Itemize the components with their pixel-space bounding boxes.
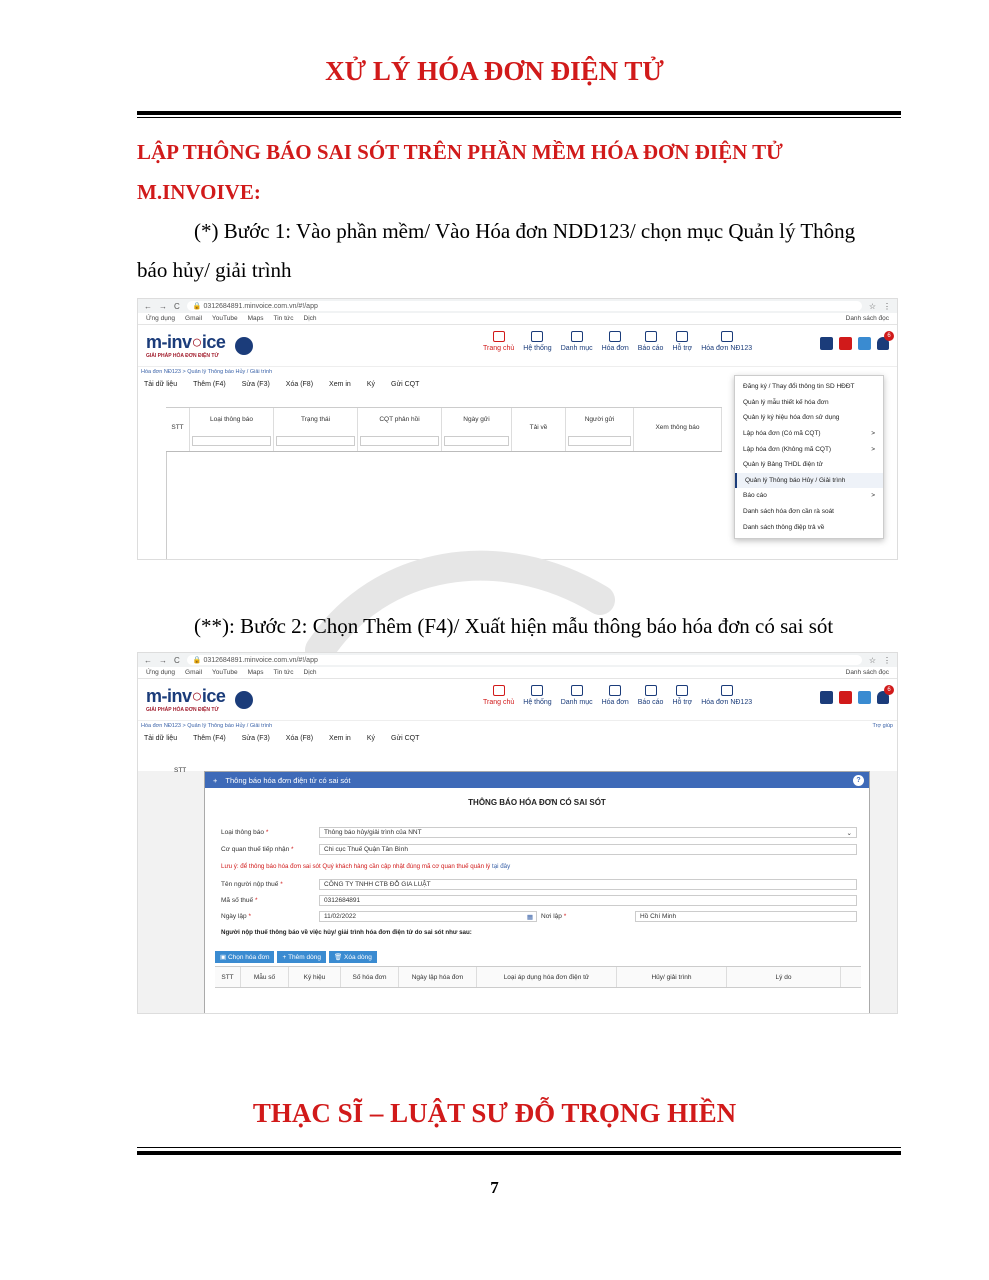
- minvoice-logo[interactable]: m-inv○ice GIẢI PHÁP HÓA ĐƠN ĐIỆN TỬ: [146, 332, 226, 359]
- send-cqt-button[interactable]: Gửi CQT: [391, 380, 420, 388]
- notification-badge: 6: [884, 331, 894, 341]
- chevron-right-icon: >: [871, 430, 875, 438]
- menu-dots-icon[interactable]: ⋮: [883, 655, 891, 665]
- modal-title: Thông báo hóa đơn điện tử có sai sót: [225, 775, 351, 785]
- nav-home[interactable]: Trang chủ: [483, 331, 514, 352]
- tax-office-note: Lưu ý: để thông báo hóa đơn sai sót Quý khách hàng cần cập nhật đúng mã cơ quan thuế quản lý tại đây: [221, 863, 511, 870]
- lock-icon: 🔒: [192, 657, 204, 664]
- chevron-right-icon: >: [871, 445, 875, 453]
- invoice-lines-header: [215, 966, 861, 988]
- add-button[interactable]: Thêm (F4): [193, 734, 226, 742]
- home-icon: [493, 331, 505, 342]
- row-tax-office: [221, 844, 857, 855]
- here-link[interactable]: tại đây: [491, 863, 511, 870]
- reload-data-button[interactable]: Tải dữ liệu: [144, 734, 178, 742]
- tax-office-label: Cơ quan thuế tiếp nhận *: [221, 846, 294, 853]
- trash-icon: 🗑: [333, 954, 345, 961]
- col-response: CQT phản hồi: [358, 408, 442, 451]
- nav-support[interactable]: Hỗ trợ: [672, 331, 692, 352]
- app-header: [138, 325, 897, 367]
- col-view: Xem thông báo: [634, 408, 722, 451]
- add-line-button[interactable]: + Thêm dòng: [277, 951, 326, 963]
- brand-right: ice: [201, 332, 226, 352]
- select-invoice-button[interactable]: ▣ Chọn hóa đơn: [215, 951, 274, 963]
- row-taxpayer-name: [221, 879, 857, 890]
- col-cancel-explain: Hủy/ giải trình: [617, 967, 727, 987]
- edit-button[interactable]: Sửa (F3): [241, 380, 270, 388]
- support-icon: [676, 685, 688, 696]
- address-bar[interactable]: [187, 301, 862, 311]
- document-header-title: XỬ LÝ HÓA ĐƠN ĐIỆN TỬ: [325, 56, 664, 86]
- bookmarks-bar: [138, 313, 897, 325]
- zalo-icon[interactable]: [858, 337, 871, 350]
- col-invoice-date: Ngày lập hóa đơn: [399, 967, 477, 987]
- bookmark-item[interactable]: Dịch: [303, 669, 317, 676]
- plus-icon: +: [213, 775, 218, 785]
- app-shortcuts: [820, 333, 891, 350]
- bookmark-item[interactable]: YouTube: [212, 669, 238, 676]
- invoice-icon: [609, 685, 621, 696]
- chevron-down-icon: ⌄: [846, 829, 852, 837]
- browser-chrome: [138, 299, 897, 313]
- invoice-icon: [609, 331, 621, 342]
- page-number: 7: [490, 1178, 499, 1197]
- nav-catalog[interactable]: Danh mục: [561, 685, 593, 706]
- nav-catalog[interactable]: Danh mục: [561, 331, 593, 352]
- col-status: Trạng thái: [274, 408, 358, 451]
- brand-left: m-inv: [146, 332, 192, 352]
- col-template: Mẫu số: [241, 967, 289, 987]
- footer-rule-thin: [137, 1147, 901, 1148]
- print-preview-button[interactable]: Xem in: [329, 734, 351, 742]
- nd123-dropdown-menu: [734, 375, 884, 539]
- user-avatar-icon[interactable]: [235, 691, 253, 709]
- reload-icon[interactable]: C: [174, 301, 180, 311]
- document-icon: [721, 331, 733, 342]
- forward-icon[interactable]: →: [159, 655, 167, 665]
- tax-code-label: Mã số thuế *: [221, 897, 258, 904]
- sign-button[interactable]: Ký: [366, 380, 375, 388]
- bookmark-item[interactable]: Ứng dụng: [146, 669, 176, 676]
- breadcrumb: Hóa đơn NĐ123 > Quản lý Thông báo Hủy / Giải trình Trợ giúp: [138, 721, 897, 731]
- brand-tagline: GIẢI PHÁP HÓA ĐƠN ĐIỆN TỬ: [146, 353, 219, 359]
- step1-line2: báo hủy/ giải trình: [137, 258, 292, 282]
- grid-header: [166, 407, 722, 452]
- reload-data-button[interactable]: Tải dữ liệu: [144, 380, 178, 388]
- address-bar[interactable]: [187, 655, 862, 665]
- row-notice-type: [221, 827, 857, 838]
- menu-item[interactable]: Lập hóa đơn (Không mã CQT) >: [743, 445, 875, 453]
- tax-code-field[interactable]: 0312684891: [319, 895, 857, 906]
- star-icon[interactable]: ☆: [868, 301, 876, 311]
- app-header: [138, 679, 897, 721]
- step1-line1: (*) Bước 1: Vào phần mềm/ Vào Hóa đơn NDD123/ chọn mục Quản lý Thông: [194, 219, 856, 243]
- nav-invoice[interactable]: Hóa đơn: [602, 685, 629, 706]
- footer-rule-thick: [137, 1151, 901, 1155]
- chart-icon: [645, 331, 657, 342]
- menu-item[interactable]: Quản lý ký hiệu hóa đơn sử dụng: [743, 414, 840, 422]
- bookmark-item[interactable]: Dịch: [303, 315, 317, 322]
- error-notice-modal: [204, 771, 870, 1014]
- lock-icon: 🔒: [192, 303, 204, 310]
- delete-line-button[interactable]: 🗑 Xóa dòng: [329, 951, 377, 963]
- col-stt-behind: STT: [174, 767, 187, 774]
- sign-button[interactable]: Ký: [366, 734, 375, 742]
- place-label: Nơi lập *: [541, 913, 567, 920]
- statement-text: Người nộp thuế thông báo về việc hủy/ giải trình hóa đơn điện tử do sai sót như sau:: [221, 929, 472, 936]
- gear-icon: [531, 685, 543, 696]
- gear-icon: [531, 331, 543, 342]
- menu-dots-icon[interactable]: ⋮: [883, 301, 891, 311]
- bookmark-item[interactable]: Maps: [247, 669, 264, 676]
- date-field[interactable]: 11/02/2022 ▦: [319, 911, 537, 922]
- menu-item[interactable]: Báo cáo >: [743, 492, 875, 500]
- col-symbol: Ký hiệu: [289, 967, 341, 987]
- chevron-right-icon: >: [871, 492, 875, 500]
- filter-input[interactable]: [568, 436, 631, 446]
- nav-invoice[interactable]: Hóa đơn: [602, 331, 629, 352]
- bookmarks-bar: [138, 667, 897, 679]
- url-text: 0312684891.minvoice.com.vn/#!/app: [203, 656, 318, 664]
- nav-nd123[interactable]: Hóa đơn NĐ123: [701, 685, 752, 706]
- taxpayer-name-field[interactable]: CÔNG TY TNHH CTB ĐỖ GIA LUẬT: [319, 879, 857, 890]
- notice-type-select[interactable]: Thông báo hủy/giải trình của NNT ⌄: [319, 827, 857, 838]
- col-date: Ngày gửi: [442, 408, 512, 451]
- filter-input[interactable]: [360, 436, 439, 446]
- step2-text: (**): Bước 2: Chọn Thêm (F4)/ Xuất hiện mẫu thông báo hóa đơn có sai sót: [194, 614, 834, 638]
- col-sender: Người gửi: [566, 408, 634, 451]
- reading-list[interactable]: Danh sách đọc: [845, 315, 889, 322]
- col-download: Tải về: [512, 408, 566, 451]
- zalo-icon[interactable]: [858, 691, 871, 704]
- form-heading: THÔNG BÁO HÓA ĐƠN CÓ SAI SÓT: [468, 798, 606, 807]
- bell-icon[interactable]: [877, 687, 891, 704]
- folder-icon: [571, 685, 583, 696]
- nav-home[interactable]: Trang chủ: [483, 685, 514, 706]
- support-icon: [676, 331, 688, 342]
- bookmark-item[interactable]: Gmail: [185, 315, 203, 322]
- col-stt: STT: [166, 408, 190, 451]
- notice-type-label: Loại thông báo *: [221, 829, 269, 836]
- grid-toolbar: [138, 731, 897, 745]
- document-icon: [721, 685, 733, 696]
- section-title-line1: LẬP THÔNG BÁO SAI SÓT TRÊN PHẦN MỀM HÓA ĐƠN ĐIỆN TỬ: [137, 140, 783, 164]
- nav-nd123[interactable]: Hóa đơn NĐ123: [701, 331, 752, 352]
- nav-system[interactable]: Hệ thống: [523, 331, 551, 352]
- back-icon[interactable]: ←: [144, 301, 152, 311]
- send-cqt-button[interactable]: Gửi CQT: [391, 734, 420, 742]
- bookmark-item[interactable]: Tin tức: [273, 315, 294, 322]
- menu-item[interactable]: Lập hóa đơn (Có mã CQT) >: [743, 430, 875, 438]
- line-buttons: [215, 951, 377, 963]
- row-tax-code: [221, 895, 857, 906]
- user-avatar-icon[interactable]: [235, 337, 253, 355]
- edit-button[interactable]: Sửa (F3): [241, 734, 270, 742]
- col-invoice-no: Số hóa đơn: [341, 967, 399, 987]
- menu-item[interactable]: Đăng ký / Thay đổi thông tin SD HĐĐT: [743, 383, 855, 391]
- date-filter-input[interactable]: [444, 436, 509, 446]
- nav-support[interactable]: Hỗ trợ: [672, 685, 692, 706]
- filter-input[interactable]: [276, 436, 355, 446]
- menu-item[interactable]: Quản lý Bảng THDL điện tử: [743, 461, 823, 469]
- brand-tagline: GIẢI PHÁP HÓA ĐƠN ĐIỆN TỬ: [146, 707, 219, 713]
- bookmark-item[interactable]: Tin tức: [273, 669, 294, 676]
- main-nav: [483, 331, 752, 352]
- reading-list[interactable]: Danh sách đọc: [845, 669, 889, 676]
- brand-left: m-inv: [146, 686, 192, 706]
- nav-report[interactable]: Báo cáo: [638, 331, 664, 352]
- header-rule-thin: [137, 117, 901, 118]
- print-preview-button[interactable]: Xem in: [329, 380, 351, 388]
- date-label: Ngày lập *: [221, 913, 251, 920]
- menu-item[interactable]: Danh sách thông điệp trả về: [743, 523, 825, 531]
- modal-titlebar: [205, 772, 869, 788]
- bookmark-item[interactable]: Maps: [247, 315, 264, 322]
- breadcrumb: Hóa đơn NĐ123 > Quản lý Thông báo Hủy / Giải trình: [141, 369, 273, 375]
- col-stt: STT: [215, 967, 241, 987]
- header-rule-thick: [137, 111, 901, 115]
- youtube-icon[interactable]: [839, 691, 852, 704]
- taxpayer-name-label: Tên người nộp thuế *: [221, 881, 283, 888]
- screenshot-step2: [137, 652, 898, 1014]
- nav-report[interactable]: Báo cáo: [638, 685, 664, 706]
- screenshot-step1: [137, 298, 898, 560]
- col-einvoice-type: Loại áp dụng hóa đơn điện tử: [477, 967, 617, 987]
- help-icon[interactable]: ?: [853, 775, 864, 786]
- youtube-icon[interactable]: [839, 337, 852, 350]
- facebook-icon[interactable]: [820, 691, 833, 704]
- help-link[interactable]: Trợ giúp: [872, 723, 893, 729]
- add-button[interactable]: Thêm (F4): [193, 380, 226, 388]
- row-date-place: [221, 911, 857, 922]
- delete-button[interactable]: Xóa (F8): [285, 734, 314, 742]
- delete-button[interactable]: Xóa (F8): [285, 380, 314, 388]
- menu-item[interactable]: Quản lý mẫu thiết kế hóa đơn: [743, 398, 829, 406]
- tax-office-field[interactable]: Chi cục Thuế Quận Tân Bình: [319, 844, 857, 855]
- bookmark-item[interactable]: Ứng dụng: [146, 315, 176, 322]
- reload-icon[interactable]: C: [174, 655, 180, 665]
- minvoice-logo[interactable]: m-inv○ice GIẢI PHÁP HÓA ĐƠN ĐIỆN TỬ: [146, 686, 226, 713]
- forward-icon[interactable]: →: [159, 301, 167, 311]
- col-reason: Lý do: [727, 967, 841, 987]
- filter-input[interactable]: [192, 436, 271, 446]
- list-icon: ▣: [220, 954, 228, 961]
- plus-icon: +: [282, 953, 289, 961]
- chart-icon: [645, 685, 657, 696]
- section-title-line2: M.INVOIVE:: [137, 180, 261, 204]
- bell-icon[interactable]: [877, 333, 891, 350]
- folder-icon: [571, 331, 583, 342]
- star-icon[interactable]: ☆: [868, 655, 876, 665]
- brand-right: ice: [201, 686, 226, 706]
- app-shortcuts: [820, 687, 891, 704]
- menu-item-selected[interactable]: Quản lý Thông báo Hủy / Giải trình: [735, 473, 883, 489]
- home-icon: [493, 685, 505, 696]
- calendar-icon[interactable]: ▦: [526, 913, 533, 921]
- nav-system[interactable]: Hệ thống: [523, 685, 551, 706]
- footer-author: THẠC SĨ – LUẬT SƯ ĐỖ TRỌNG HIỀN: [252, 1098, 737, 1128]
- browser-chrome: [138, 653, 897, 667]
- bookmark-item[interactable]: Gmail: [185, 669, 203, 676]
- bookmark-item[interactable]: YouTube: [212, 315, 238, 322]
- url-text: 0312684891.minvoice.com.vn/#!/app: [203, 302, 318, 310]
- facebook-icon[interactable]: [820, 337, 833, 350]
- back-icon[interactable]: ←: [144, 655, 152, 665]
- col-type: Loại thông báo: [190, 408, 274, 451]
- notification-badge: 6: [884, 685, 894, 695]
- menu-item[interactable]: Danh sách hóa đơn cần rà soát: [743, 508, 834, 516]
- place-field[interactable]: Hồ Chí Minh: [635, 911, 857, 922]
- main-nav: [483, 685, 752, 706]
